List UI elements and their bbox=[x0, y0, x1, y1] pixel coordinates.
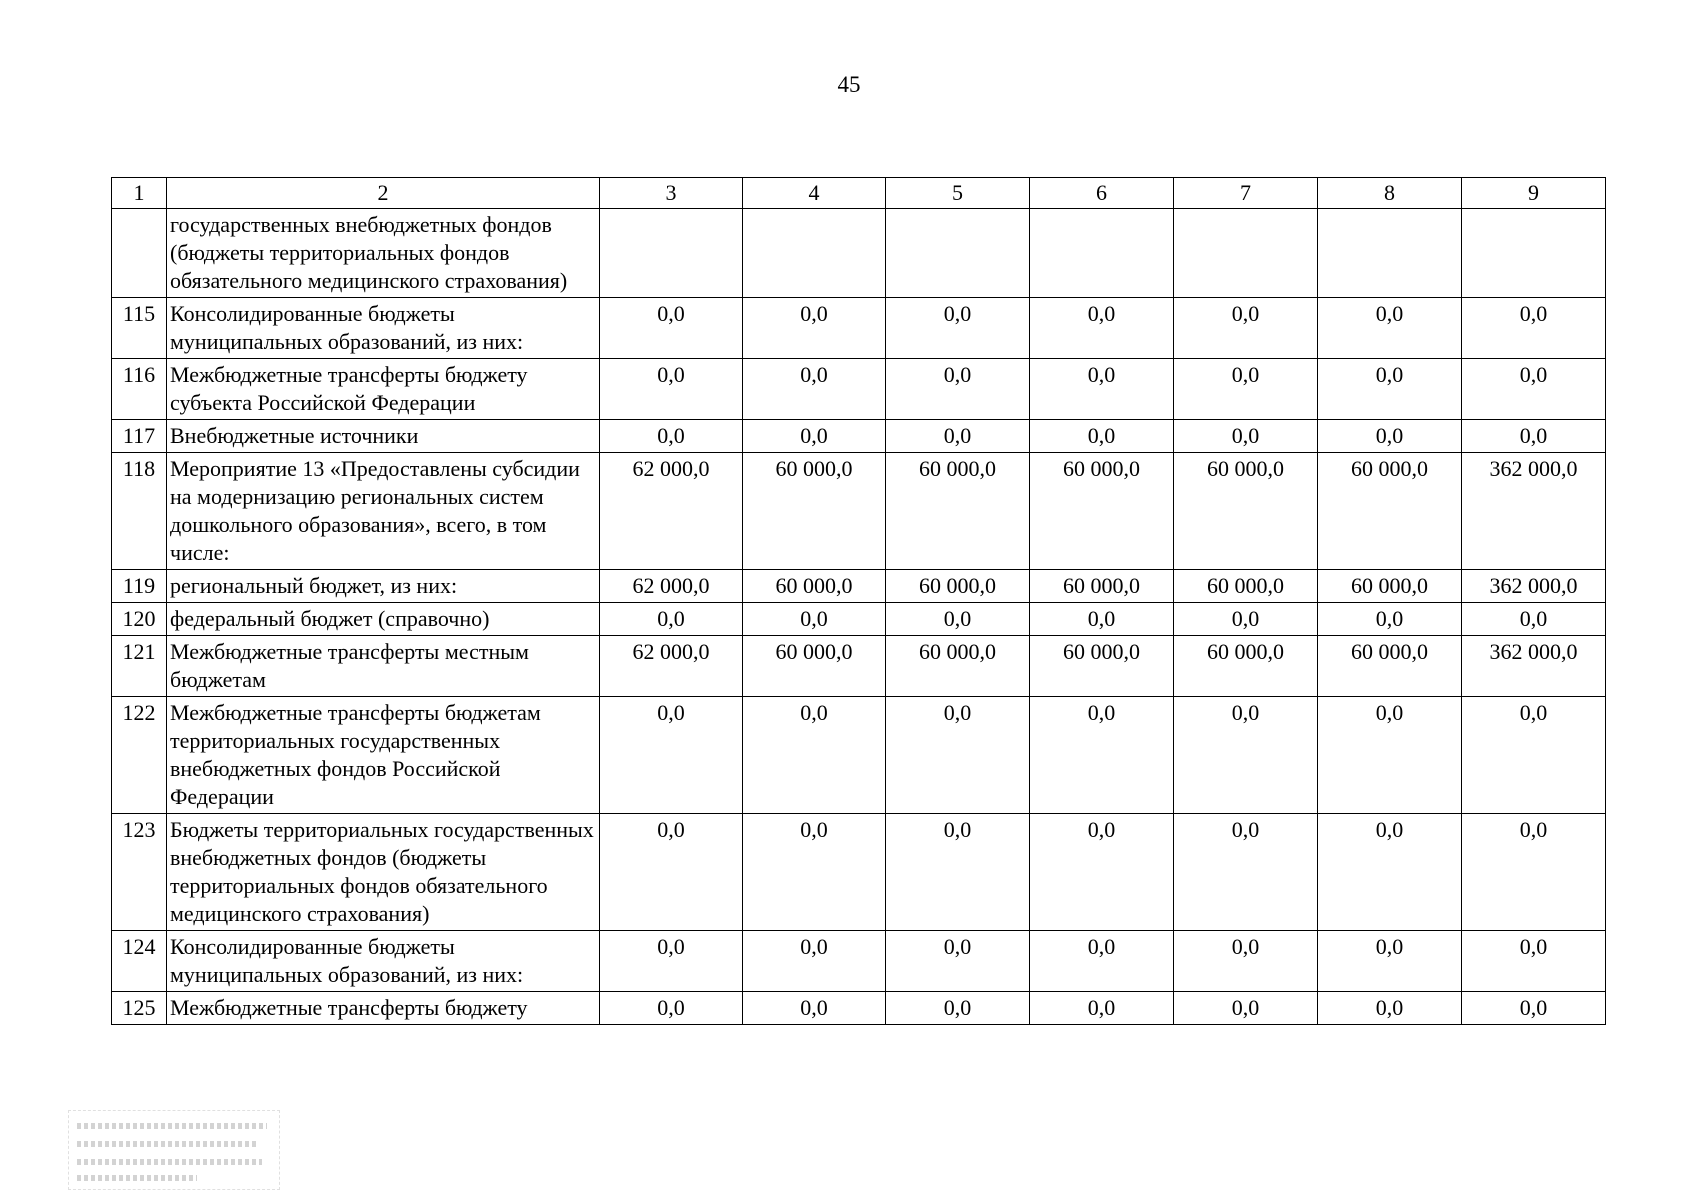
row-value-col-5: 60 000,0 bbox=[886, 570, 1030, 603]
row-value-col-5: 0,0 bbox=[886, 697, 1030, 814]
table-row bbox=[112, 931, 1606, 992]
row-value-col-3: 0,0 bbox=[600, 992, 743, 1025]
row-value-col-3: 0,0 bbox=[600, 697, 743, 814]
row-value-col-7: 60 000,0 bbox=[1174, 570, 1318, 603]
row-value-col-6: 60 000,0 bbox=[1030, 636, 1174, 697]
table-row bbox=[112, 603, 1606, 636]
row-value-col-8: 0,0 bbox=[1318, 992, 1462, 1025]
row-value-col-7: 0,0 bbox=[1174, 931, 1318, 992]
row-value-col-3: 0,0 bbox=[600, 420, 743, 453]
row-value-col-6: 0,0 bbox=[1030, 697, 1174, 814]
row-description: Мероприятие 13 «Предоставлены субсидии на модернизацию региональных систем дошкольного образования», всего, в том числе: bbox=[167, 453, 600, 570]
row-value-col-8: 60 000,0 bbox=[1318, 570, 1462, 603]
row-value-col-9: 362 000,0 bbox=[1462, 570, 1606, 603]
column-header-2: 2 bbox=[167, 178, 600, 209]
row-number: 121 bbox=[112, 636, 167, 697]
row-value-col-7: 0,0 bbox=[1174, 298, 1318, 359]
row-value-col-9: 0,0 bbox=[1462, 931, 1606, 992]
row-description: региональный бюджет, из них: bbox=[167, 570, 600, 603]
row-value-col-8: 60 000,0 bbox=[1318, 453, 1462, 570]
row-value-col-5 bbox=[886, 209, 1030, 298]
row-value-col-7: 0,0 bbox=[1174, 697, 1318, 814]
table-body bbox=[112, 209, 1606, 1025]
row-value-col-6: 0,0 bbox=[1030, 931, 1174, 992]
row-value-col-4 bbox=[743, 209, 886, 298]
row-value-col-8: 0,0 bbox=[1318, 359, 1462, 420]
column-header-1: 1 bbox=[112, 178, 167, 209]
row-number: 117 bbox=[112, 420, 167, 453]
row-value-col-5: 0,0 bbox=[886, 814, 1030, 931]
row-value-col-8: 0,0 bbox=[1318, 814, 1462, 931]
row-value-col-5: 60 000,0 bbox=[886, 453, 1030, 570]
column-header-8: 8 bbox=[1318, 178, 1462, 209]
row-number: 120 bbox=[112, 603, 167, 636]
row-value-col-7: 60 000,0 bbox=[1174, 453, 1318, 570]
row-value-col-6 bbox=[1030, 209, 1174, 298]
row-number: 119 bbox=[112, 570, 167, 603]
row-value-col-9: 0,0 bbox=[1462, 697, 1606, 814]
row-value-col-7: 0,0 bbox=[1174, 420, 1318, 453]
row-value-col-9: 362 000,0 bbox=[1462, 453, 1606, 570]
row-value-col-6: 0,0 bbox=[1030, 992, 1174, 1025]
row-value-col-4: 0,0 bbox=[743, 931, 886, 992]
row-value-col-7: 60 000,0 bbox=[1174, 636, 1318, 697]
row-value-col-9: 0,0 bbox=[1462, 814, 1606, 931]
row-description: Межбюджетные трансферты бюджетам территориальных государственных внебюджетных фондов Российской Федерации bbox=[167, 697, 600, 814]
row-value-col-6: 0,0 bbox=[1030, 298, 1174, 359]
row-value-col-6: 0,0 bbox=[1030, 814, 1174, 931]
column-header-5: 5 bbox=[886, 178, 1030, 209]
row-value-col-4: 0,0 bbox=[743, 603, 886, 636]
row-value-col-9: 0,0 bbox=[1462, 992, 1606, 1025]
row-value-col-4: 60 000,0 bbox=[743, 636, 886, 697]
page-number: 45 bbox=[837, 72, 861, 97]
row-value-col-7 bbox=[1174, 209, 1318, 298]
row-description: Консолидированные бюджеты муниципальных образований, из них: bbox=[167, 298, 600, 359]
table-row bbox=[112, 209, 1606, 298]
row-description: Внебюджетные источники bbox=[167, 420, 600, 453]
row-value-col-3: 0,0 bbox=[600, 298, 743, 359]
table-row bbox=[112, 359, 1606, 420]
row-value-col-4: 0,0 bbox=[743, 298, 886, 359]
row-value-col-7: 0,0 bbox=[1174, 603, 1318, 636]
budget-table bbox=[111, 177, 1606, 1025]
table-row bbox=[112, 453, 1606, 570]
row-number: 115 bbox=[112, 298, 167, 359]
row-value-col-4: 60 000,0 bbox=[743, 570, 886, 603]
row-value-col-4: 0,0 bbox=[743, 992, 886, 1025]
row-value-col-7: 0,0 bbox=[1174, 992, 1318, 1025]
row-value-col-3: 0,0 bbox=[600, 931, 743, 992]
row-number: 123 bbox=[112, 814, 167, 931]
row-value-col-8 bbox=[1318, 209, 1462, 298]
row-value-col-3: 0,0 bbox=[600, 814, 743, 931]
row-value-col-8: 60 000,0 bbox=[1318, 636, 1462, 697]
row-value-col-6: 60 000,0 bbox=[1030, 453, 1174, 570]
column-header-9: 9 bbox=[1462, 178, 1606, 209]
row-description: государственных внебюджетных фондов (бюджеты территориальных фондов обязательного медицинского страхования) bbox=[167, 209, 600, 298]
row-value-col-3: 62 000,0 bbox=[600, 636, 743, 697]
row-description: Бюджеты территориальных государственных внебюджетных фондов (бюджеты территориальных фондов обязательного медицинского страхования) bbox=[167, 814, 600, 931]
table-row bbox=[112, 697, 1606, 814]
row-value-col-5: 0,0 bbox=[886, 603, 1030, 636]
column-header-6: 6 bbox=[1030, 178, 1174, 209]
row-value-col-6: 0,0 bbox=[1030, 420, 1174, 453]
row-value-col-8: 0,0 bbox=[1318, 697, 1462, 814]
row-value-col-5: 0,0 bbox=[886, 420, 1030, 453]
row-value-col-6: 0,0 bbox=[1030, 603, 1174, 636]
table-row bbox=[112, 814, 1606, 931]
row-value-col-6: 60 000,0 bbox=[1030, 570, 1174, 603]
column-header-3: 3 bbox=[600, 178, 743, 209]
row-value-col-4: 0,0 bbox=[743, 814, 886, 931]
row-value-col-8: 0,0 bbox=[1318, 420, 1462, 453]
table-row bbox=[112, 298, 1606, 359]
row-value-col-8: 0,0 bbox=[1318, 298, 1462, 359]
row-value-col-5: 60 000,0 bbox=[886, 636, 1030, 697]
row-value-col-7: 0,0 bbox=[1174, 814, 1318, 931]
row-value-col-4: 0,0 bbox=[743, 697, 886, 814]
table-row bbox=[112, 992, 1606, 1025]
column-header-7: 7 bbox=[1174, 178, 1318, 209]
row-value-col-9: 0,0 bbox=[1462, 420, 1606, 453]
faded-stamp bbox=[68, 1110, 280, 1190]
row-description: Межбюджетные трансферты бюджету bbox=[167, 992, 600, 1025]
row-value-col-5: 0,0 bbox=[886, 298, 1030, 359]
row-value-col-5: 0,0 bbox=[886, 931, 1030, 992]
row-value-col-9: 0,0 bbox=[1462, 298, 1606, 359]
row-value-col-3: 62 000,0 bbox=[600, 453, 743, 570]
row-description: Консолидированные бюджеты муниципальных образований, из них: bbox=[167, 931, 600, 992]
row-description: Межбюджетные трансферты бюджету субъекта Российской Федерации bbox=[167, 359, 600, 420]
row-value-col-5: 0,0 bbox=[886, 359, 1030, 420]
row-value-col-3: 62 000,0 bbox=[600, 570, 743, 603]
row-number: 118 bbox=[112, 453, 167, 570]
row-value-col-9 bbox=[1462, 209, 1606, 298]
row-value-col-9: 0,0 bbox=[1462, 359, 1606, 420]
table-row bbox=[112, 570, 1606, 603]
row-number: 125 bbox=[112, 992, 167, 1025]
row-value-col-9: 362 000,0 bbox=[1462, 636, 1606, 697]
row-number: 116 bbox=[112, 359, 167, 420]
row-value-col-5: 0,0 bbox=[886, 992, 1030, 1025]
header-row bbox=[112, 178, 1606, 209]
row-value-col-4: 0,0 bbox=[743, 359, 886, 420]
row-value-col-3: 0,0 bbox=[600, 603, 743, 636]
row-value-col-4: 0,0 bbox=[743, 420, 886, 453]
row-number bbox=[112, 209, 167, 298]
table-row bbox=[112, 636, 1606, 697]
row-value-col-3 bbox=[600, 209, 743, 298]
row-number: 124 bbox=[112, 931, 167, 992]
row-value-col-3: 0,0 bbox=[600, 359, 743, 420]
row-description: Межбюджетные трансферты местным бюджетам bbox=[167, 636, 600, 697]
row-value-col-9: 0,0 bbox=[1462, 603, 1606, 636]
row-value-col-8: 0,0 bbox=[1318, 931, 1462, 992]
row-value-col-4: 60 000,0 bbox=[743, 453, 886, 570]
table-row bbox=[112, 420, 1606, 453]
row-value-col-7: 0,0 bbox=[1174, 359, 1318, 420]
row-value-col-8: 0,0 bbox=[1318, 603, 1462, 636]
row-value-col-6: 0,0 bbox=[1030, 359, 1174, 420]
column-header-4: 4 bbox=[743, 178, 886, 209]
row-number: 122 bbox=[112, 697, 167, 814]
row-description: федеральный бюджет (справочно) bbox=[167, 603, 600, 636]
